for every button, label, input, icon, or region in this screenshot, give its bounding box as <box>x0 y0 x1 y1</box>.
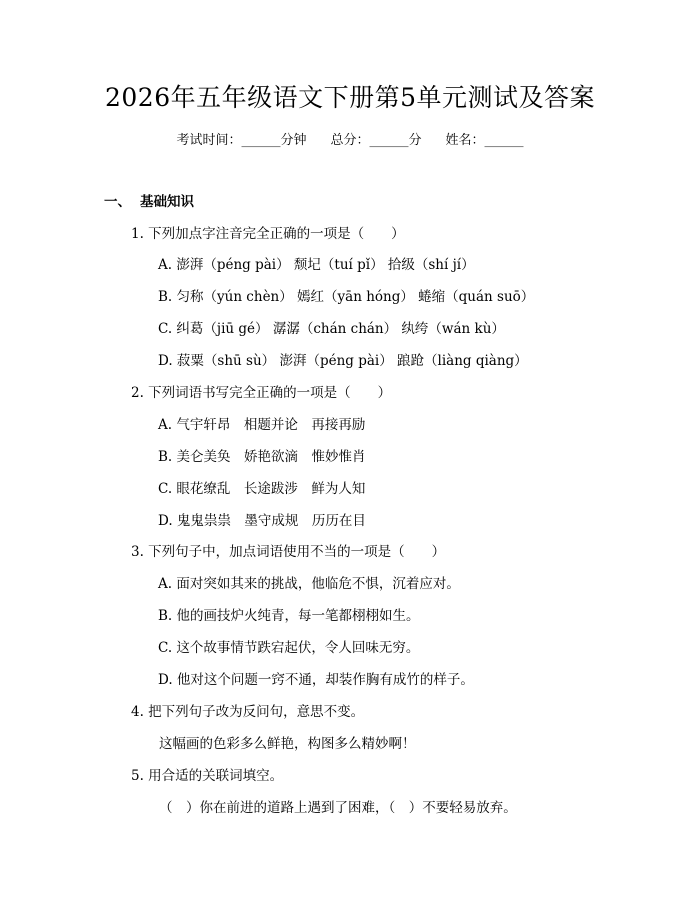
question-1-stem: 1. 下列加点字注音完全正确的一项是（ ） <box>131 226 405 242</box>
question-3-option-b: B. 他的画技炉火纯青，每一笔都栩栩如生。 <box>158 608 420 624</box>
question-2-option-d: D. 鬼鬼祟祟 墨守成规 历历在目 <box>158 513 366 529</box>
section-number: 一、 <box>104 194 131 210</box>
question-1-option-b: B. 匀称（yún chèn） 嫣红（yān hóng） 蜷缩（quán suō） <box>158 289 535 305</box>
question-1-option-a: A. 澎湃（péng pài） 颓圮（tuí pǐ） 拾级（shí jí） <box>158 257 475 273</box>
question-5-stem: 5. 用合适的关联词填空。 <box>131 768 284 784</box>
page-title: 2026年五年级语文下册第5单元测试及答案 <box>104 83 596 112</box>
question-2-stem: 2. 下列词语书写完全正确的一项是（ ） <box>131 385 392 401</box>
question-3-stem: 3. 下列句子中，加点词语使用不当的一项是（ ） <box>131 544 446 560</box>
question-4-sentence: 这幅画的色彩多么鲜艳，构图多么精妙啊！ <box>159 736 416 752</box>
question-2-option-b: B. 美仑美奂 娇艳欲滴 惟妙惟肖 <box>158 449 366 465</box>
exam-time-field: 考试时间：______分钟 <box>176 133 307 148</box>
question-4-stem: 4. 把下列句子改为反问句，意思不变。 <box>131 704 365 720</box>
section-title: 基础知识 <box>140 194 194 210</box>
question-3-option-a: A. 面对突如其来的挑战，他临危不惧，沉着应对。 <box>158 576 460 592</box>
student-name-field: 姓名：______ <box>445 133 524 148</box>
question-3-option-d: D. 他对这个问题一窍不通，却装作胸有成竹的样子。 <box>158 672 474 688</box>
question-2-option-c: C. 眼花缭乱 长途跋涉 鲜为人知 <box>158 481 366 497</box>
question-1-option-d: D. 菽粟（shū sù） 澎湃（péng pài） 踉跄（liàng qiàng） <box>158 353 528 369</box>
section-heading <box>104 192 194 212</box>
total-score-field: 总分：______分 <box>330 133 422 148</box>
question-2-option-a: A. 气宇轩昂 相题并论 再接再励 <box>158 417 366 433</box>
question-5-sentence: （ ）你在前进的道路上遇到了困难，（ ）不要轻易放弃。 <box>159 800 517 816</box>
exam-meta <box>0 131 700 151</box>
question-1-option-c: C. 纠葛（jiū gé） 潺潺（chán chán） 纨绔（wán kù） <box>158 321 505 337</box>
question-3-option-c: C. 这个故事情节跌宕起伏，令人回味无穷。 <box>158 640 420 656</box>
